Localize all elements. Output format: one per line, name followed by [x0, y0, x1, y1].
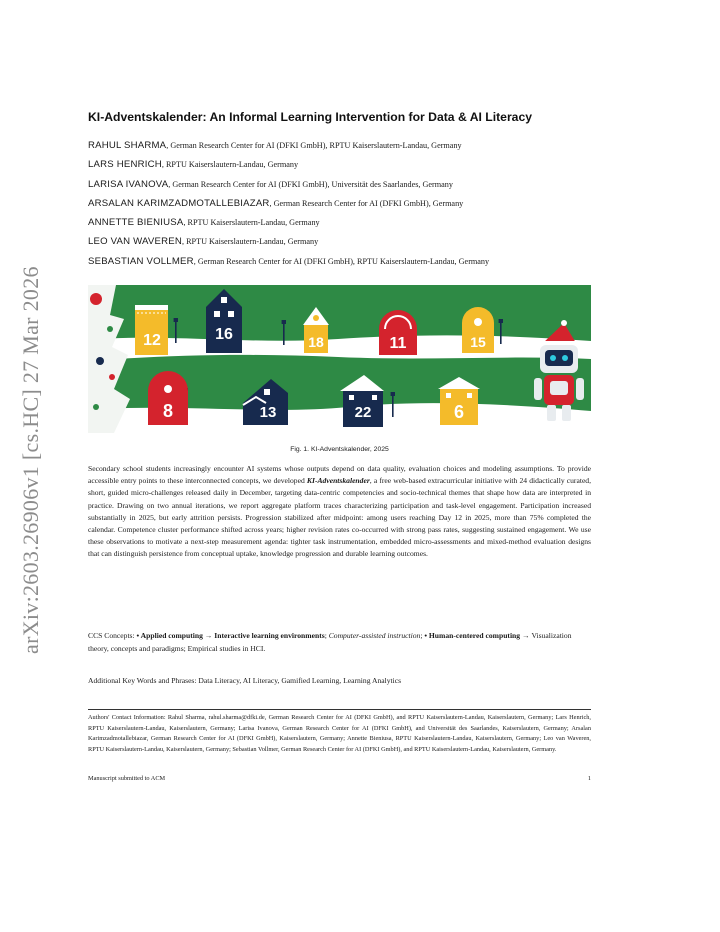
author-contact-footnote: Authors' Contact Information: Rahul Sharma, rahul.sharma@dfki.de, German Research Center for AI (DFKI GmbH), and RPTU Kaiserslautern-Landau, Kaiserslautern, Germany; Lars Henrich, RPTU Kaiserslautern-Landau, Kaiserslautern, Germany; Larisa Ivanova, German Research Center for AI (DFKI GmbH), and Universität des Saarlandes, Kaiserslautern, Germany; Arsalan Karimzadmotallebiazar, German Research Center for AI (DFKI GmbH), Kaiserslautern, Germany; Annette Bieniusa, RPTU Kaiserslautern-Landau, Kaiserslautern, Germany; Leo van Waveren, RPTU Kaiserslautern-Landau, Kaiserslautern, Germany; Sebastian Vollmer, German Research Center for AI (DFKI GmbH), and RPTU Kaiserslautern-Landau, Kaiserslautern, Germany. — [88, 714, 591, 753]
author-name: ARSALAN KARIMZADMOTALLEBIAZAR — [88, 197, 270, 209]
ccs-concepts — [88, 630, 591, 655]
page-footer — [88, 775, 591, 782]
author-affiliation: , RPTU Kaiserslautern-Landau, Germany — [161, 160, 299, 170]
door-number: 8 — [162, 401, 174, 421]
author-entry — [88, 179, 608, 198]
author-name: ANNETTE BIENIUSA — [88, 217, 184, 229]
author-name: LARISA IVANOVA — [88, 178, 169, 190]
door-number: 11 — [389, 335, 407, 352]
author-name: SEBASTIAN VOLLMER — [88, 255, 194, 267]
abstract — [88, 463, 591, 561]
paper-title: KI-Adventskalender: An Informal Learning Intervention for Data & AI Literacy — [88, 110, 533, 124]
door-number: 13 — [259, 404, 277, 421]
door-number: 12 — [143, 332, 161, 349]
page-number: 1 — [587, 775, 591, 782]
author-affiliation: , RPTU Kaiserslautern-Landau, Germany — [183, 218, 320, 228]
author-entry — [88, 236, 608, 255]
abstract-text: Secondary school students increasingly encounter AI systems whose outputs depend on data quality, evaluation choices and modeling assumptions. To provide accessible entry points to these interconnected concepts, we developed — [88, 464, 591, 486]
author-list — [88, 140, 608, 275]
door-number: 15 — [470, 334, 486, 350]
arxiv-stamp: arXiv:2603.26906v1 [cs.HC] 27 Mar 2026 — [18, 266, 43, 654]
author-affiliation: , German Research Center for AI (DFKI GmbH), RPTU Kaiserslautern-Landau, Germany — [166, 141, 462, 150]
author-entry — [88, 159, 608, 178]
author-affiliation: , German Research Center for AI (DFKI GmbH), RPTU Kaiserslautern-Landau, Germany — [193, 256, 490, 266]
author-entry — [88, 256, 608, 275]
author-name: LEO VAN WAVEREN — [88, 236, 182, 248]
ccs-separator: ; — [324, 631, 329, 640]
ccs-label: CCS Concepts: — [88, 631, 137, 640]
calendar-door-house[interactable] — [135, 305, 168, 355]
author-name: RAHUL SHARMA — [88, 140, 167, 151]
figure-caption: Fig. 1. KI-Adventskalender, 2025 — [290, 446, 389, 453]
ccs-concept: • Human-centered computing → — [424, 631, 532, 640]
abstract-project-name: KI-Adventskalender — [306, 476, 370, 486]
ccs-concept: • Applied computing → Interactive learning environments — [136, 631, 325, 640]
author-name: LARS HENRICH — [88, 159, 162, 171]
ccs-separator: ; — [420, 631, 425, 640]
door-number: 18 — [308, 334, 324, 350]
abstract-text: , a free web-based extracurricular initiative with 24 didactically curated, short, guided micro-challenges released daily in December, targeting data-centric competencies and socio-technical themes that shape how data are interpreted in practice. Drawing on two annual iterations, we report aggregate platform traces characterizing participation and task-level engagement. Participation increased substantially in 2025, but early attrition persists. Progression stabilized after midpoint: among users reaching Day 12 in 2025, more than 75% completed the calendar. Competence cluster performance shifted across years; higher revision rates co-occurred with strong pass rates, suggesting sustained engagement. We use these observations to motivate a next-step measurement agenda: tighter task instrumentation, embedded micro-assessments and mixed-method evaluation designs that can distinguish persistence from conceptual uptake, knowledge progression and durable learning outcomes. — [88, 476, 592, 559]
author-entry — [88, 140, 608, 159]
author-affiliation: , RPTU Kaiserslautern-Landau, Germany — [181, 237, 319, 247]
calendar-door-house[interactable] — [462, 307, 494, 353]
keywords: Additional Key Words and Phrases: Data Literacy, AI Literacy, Gamified Learning, Learning Analytics — [88, 676, 402, 685]
manuscript-note: Manuscript submitted to ACM — [88, 775, 166, 782]
advent-calendar-figure — [88, 285, 591, 433]
advent-calendar-illustration — [88, 285, 591, 433]
calendar-door-house[interactable] — [148, 371, 188, 425]
ccs-subconcept: Visualization theory, concepts and paradigms; Empirical studies in HCI. — [88, 631, 572, 653]
author-affiliation: , German Research Center for AI (DFKI GmbH), Universität des Saarlandes, Germany — [168, 179, 453, 189]
door-number: 16 — [215, 326, 233, 343]
author-entry — [88, 198, 608, 217]
author-entry — [88, 217, 608, 236]
calendar-door-house[interactable] — [379, 310, 417, 355]
footnote-rule — [88, 709, 591, 710]
door-number: 6 — [453, 402, 465, 422]
door-number: 22 — [354, 404, 372, 421]
author-affiliation: , German Research Center for AI (DFKI GmbH), Germany — [269, 198, 464, 208]
ccs-subconcept: Computer-assisted instruction — [328, 631, 421, 640]
